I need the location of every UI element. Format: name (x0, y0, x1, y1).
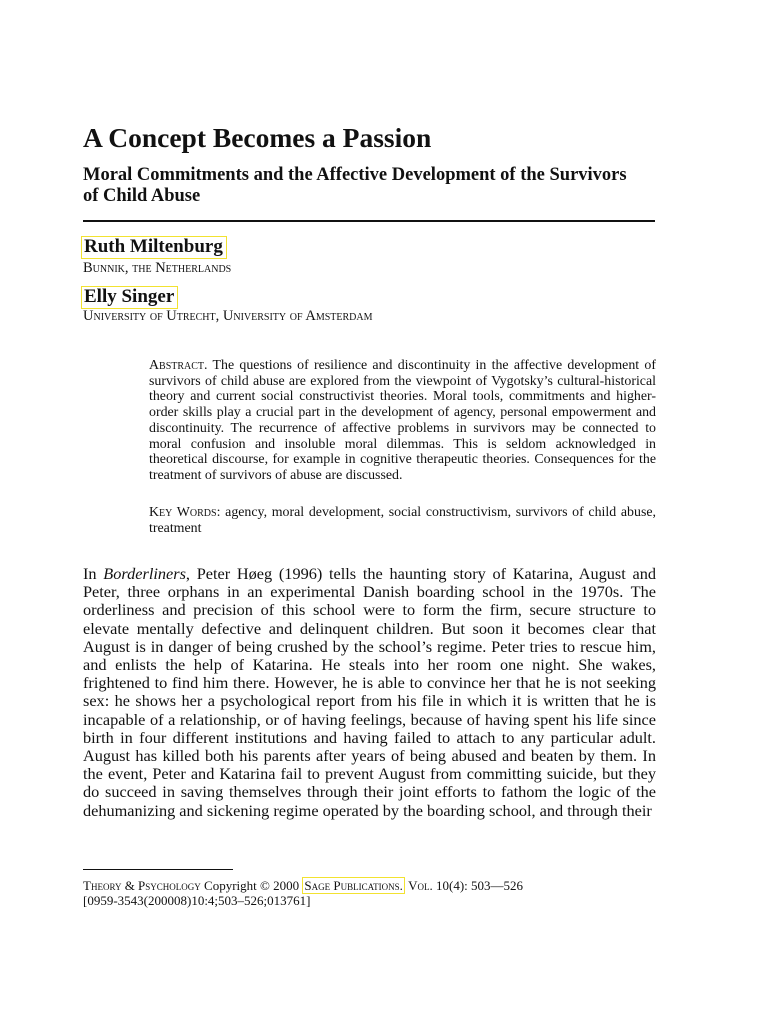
keywords-text: agency, moral development, social constructivism, survivors of child abuse, treatment (149, 505, 656, 536)
title-divider (83, 220, 655, 222)
body-intro: In (83, 564, 97, 583)
abstract (149, 358, 656, 484)
keywords (149, 505, 656, 536)
book-title: Borderliners (103, 564, 186, 583)
article-identifier: [0959-3543(200008)10:4;503–526;013761] (83, 893, 311, 908)
journal-name: Theory & Psychology (83, 878, 201, 893)
keywords-label: Key Words: (149, 505, 221, 520)
article-subtitle: Moral Commitments and the Affective Development of the Survivors of Child Abuse (83, 165, 627, 206)
abstract-text: The questions of resilience and discontinuity in the affective development of survivors of child abuse are explored from the viewpoint of Vygotsky’s cultural-historical theory and current social constructivist theories. Moral tools, commitments and higher-order skills play a crucial part in the development of agency, personal empowerment and discontinuity. The recurrence of affective problems in survivors may be connected to moral confusion and insoluble moral dilemmas. This is seldom acknowledged in theoretical discourse, for example in cognitive therapeutic theories. Consequences for the treatment of survivors of abuse are discussed. (149, 358, 656, 483)
article-title: A Concept Becomes a Passion (83, 122, 432, 153)
body-text: , Peter Høeg (1996) tells the haunting story of Katarina, August and Peter, three orphans in an experimental Danish boarding school in the 1970s. The orderliness and precision of this school were to form the firm, secure structure to elevate mentally defective and delinquent children. But soon it becomes clear that August is in danger of being crushed by the school’s regime. Peter tries to rescue him, and enlists the help of Katarina. He steals into her room one night. She wakes, frightened to find him there. However, he is able to convince her that he is not seeking sex: he shows her a psychological report from his file in which it is written that he is incapable of a relationship, or of having feelings, because of having spent his life since birth in four different institutions and having failed to attach to any particular adult. August has killed both his parents after years of being abused and beaten by them. In the event, Peter and Katarina fail to prevent August from committing suicide, but they do succeed in saving themselves through their joint efforts to fathom the logic of the dehumanizing and sickening regime operated by the boarding school, and through their (83, 564, 656, 820)
author-name-2[interactable]: Elly Singer (81, 286, 178, 309)
author-name-1[interactable]: Ruth Miltenburg (81, 236, 227, 259)
volume-pages: Vol. 10(4): 503—526 (408, 878, 524, 893)
author-affiliation-1: Bunnik, the Netherlands (83, 260, 232, 276)
abstract-label: Abstract. (149, 358, 208, 373)
footnote-divider (83, 869, 233, 870)
body-paragraph (83, 565, 656, 820)
journal-citation (83, 878, 523, 893)
copyright: Copyright © 2000 (204, 878, 300, 893)
publisher-link[interactable]: Sage Publications. (304, 878, 403, 893)
author-affiliation-2: University of Utrecht, University of Amsterdam (83, 308, 373, 324)
